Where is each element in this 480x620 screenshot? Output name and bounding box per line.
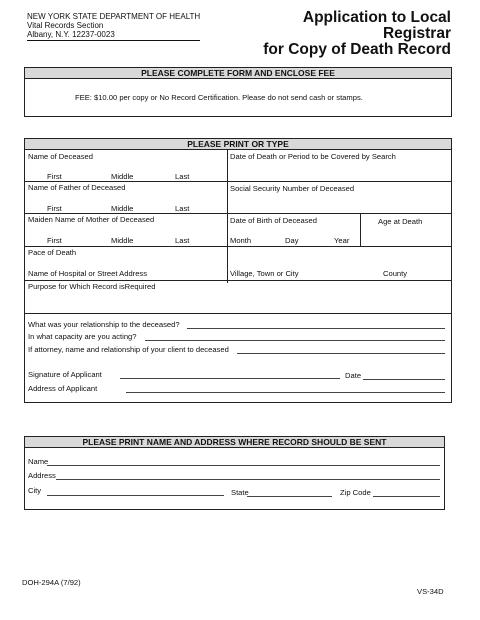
deceased-info-section [24, 138, 452, 403]
village-town-city-label: Village, Town or City [230, 269, 299, 278]
mail-city-line[interactable] [47, 495, 224, 496]
county-label: County [383, 269, 408, 278]
hospital-address-label: Name of Hospital or Street Address [28, 269, 148, 278]
date-label: Date [345, 371, 362, 380]
date-line[interactable] [363, 379, 445, 380]
mail-address-line[interactable] [56, 479, 440, 480]
age-at-death-label: Age at Death [378, 217, 423, 226]
mail-state-line[interactable] [247, 496, 332, 497]
father-first-label: First [47, 204, 62, 213]
dob-day-label: Day [285, 236, 299, 245]
dob-year-label: Year [334, 236, 350, 245]
fee-section [24, 67, 452, 117]
father-middle-label: Middle [111, 204, 134, 213]
mother-middle-label: Middle [111, 236, 134, 245]
maiden-name-mother-label: Maiden Name of Mother of Deceased [28, 215, 155, 224]
place-of-death-label: Pace of Death [28, 248, 77, 257]
mailing-section-heading: PLEASE PRINT NAME AND ADDRESS WHERE RECORD SHOULD BE SENT [25, 437, 444, 448]
attorney-line[interactable] [237, 353, 445, 354]
form-title [246, 10, 451, 58]
father-last-label: Last [175, 204, 190, 213]
mail-address-label: Address [28, 471, 56, 480]
address-of-applicant-label: Address of Applicant [28, 384, 98, 393]
dob-month-label: Month [230, 236, 252, 245]
form-number: DOH-294A (7/92) [22, 578, 81, 587]
fee-text: FEE: $10.00 per copy or No Record Certification. Please do not send cash or stamps. [75, 93, 363, 102]
mother-first-label: First [47, 236, 62, 245]
section-name: Vital Records Section [27, 21, 104, 30]
attorney-label: If attorney, name and relationship of your client to deceased [28, 345, 229, 354]
relationship-label: What was your relationship to the deceased? [28, 320, 180, 329]
name-of-father-label: Name of Father of Deceased [28, 183, 126, 192]
mail-zip-label: Zip Code [340, 488, 371, 497]
signature-line[interactable] [120, 378, 340, 379]
mail-city-label: City [28, 486, 42, 495]
date-of-death-label: Date of Death or Period to be Covered by Search [230, 152, 396, 161]
mother-last-label: Last [175, 236, 190, 245]
mail-state-label: State [231, 488, 249, 497]
mail-name-line[interactable] [47, 465, 440, 466]
capacity-label: In what capacity are you acting? [28, 332, 137, 341]
form-title-line2: for Copy of Death Record [263, 41, 451, 58]
department-name: NEW YORK STATE DEPARTMENT OF HEALTH [27, 12, 201, 21]
relationship-line[interactable] [187, 328, 445, 329]
mailing-address-section [24, 436, 445, 510]
fee-section-heading: PLEASE COMPLETE FORM AND ENCLOSE FEE [25, 68, 451, 79]
ssn-label: Social Security Number of Deceased [230, 184, 355, 193]
mail-zip-line[interactable] [373, 496, 440, 497]
date-of-birth-label: Date of Birth of Deceased [230, 216, 317, 225]
form-code: VS-34D [417, 587, 444, 596]
department-header [27, 12, 200, 41]
form-title-line1: Application to Local Registrar [302, 9, 451, 42]
deceased-middle-label: Middle [111, 172, 134, 181]
address-of-applicant-line[interactable] [126, 392, 445, 393]
name-of-deceased-label: Name of Deceased [28, 152, 94, 161]
department-address: Albany, N.Y. 12237-0023 [27, 30, 200, 41]
deceased-last-label: Last [175, 172, 190, 181]
purpose-label: Purpose for Which Record isRequired [28, 282, 156, 291]
deceased-section-heading: PLEASE PRINT OR TYPE [25, 139, 451, 150]
capacity-line[interactable] [145, 340, 445, 341]
deceased-first-label: First [47, 172, 62, 181]
mail-name-label: Name [28, 457, 49, 466]
signature-label: Signature of Applicant [28, 370, 102, 379]
